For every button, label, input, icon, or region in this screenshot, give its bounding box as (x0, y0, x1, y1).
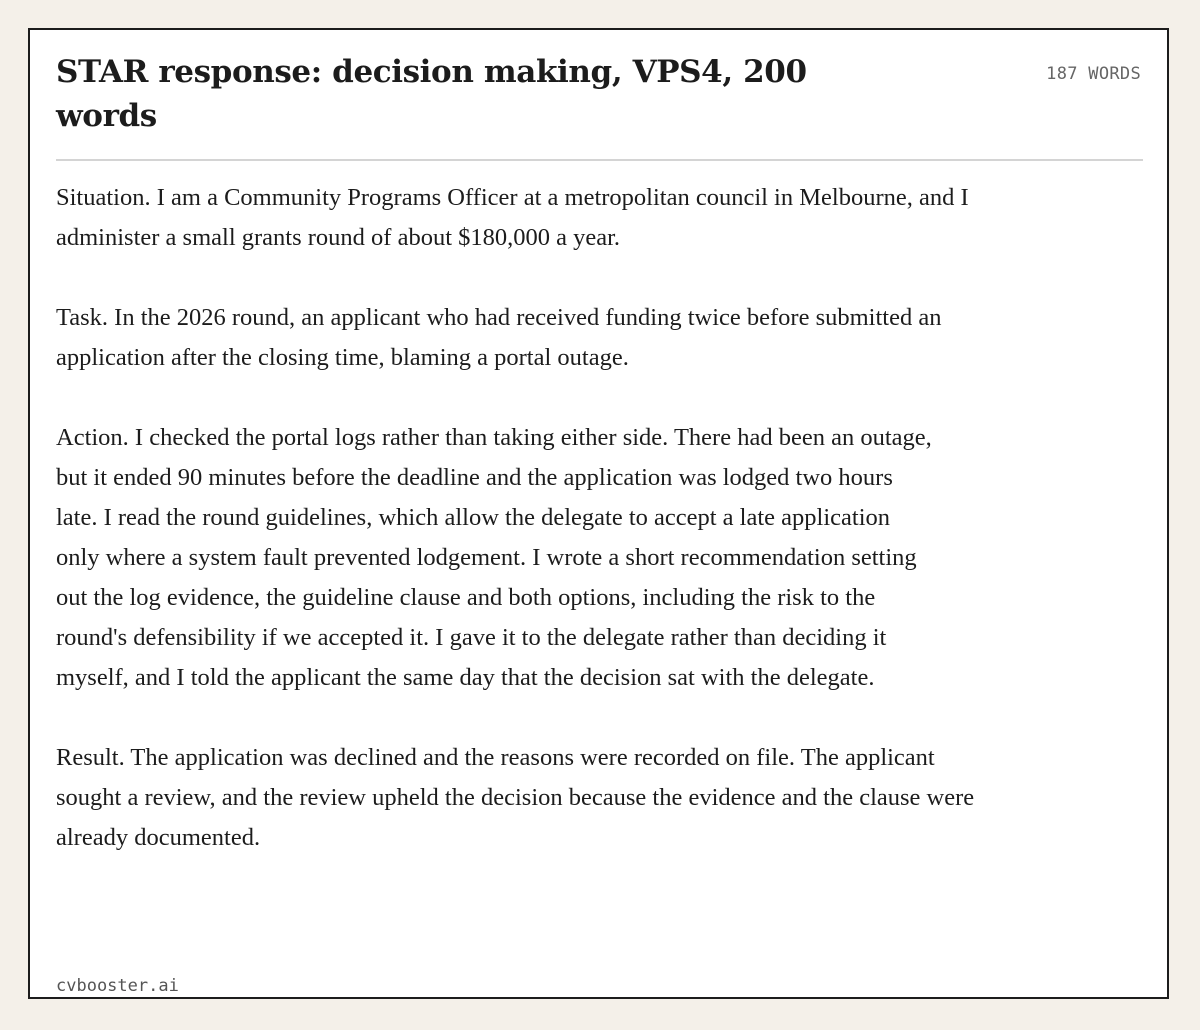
situation-paragraph: Situation. I am a Community Programs Officer at a metropolitan council in Melbourne, and I administer a small grants round of about $180,000 a year. (56, 184, 969, 251)
action-paragraph: Action. I checked the portal logs rather than taking either side. There had been an outage, but it ended 90 minutes before the deadline and the application was lodged two hours late. I read the round guidelines, which allow the delegate to accept a late application only where a system fault prevented lodgement. I wrote a short recommendation setting out the log evidence, the guideline clause and both options, including the risk to the round's defensibility if we accepted it. I gave it to the delegate rather than deciding it myself, and I told the applicant the same day that the decision sat with the delegate. (56, 424, 932, 691)
star-response-body (56, 178, 996, 898)
result-paragraph: Result. The application was declined and the reasons were recorded on file. The applicant sought a review, and the review upheld the decision because the evidence and the clause were already documented. (56, 744, 975, 851)
response-card (28, 28, 1169, 999)
brand-footer: cvbooster.ai (56, 976, 179, 996)
task-paragraph: Task. In the 2026 round, an applicant who had received funding twice before submitted an application after the closing time, blaming a portal outage. (56, 304, 942, 371)
title-divider (56, 159, 1143, 161)
page-title: STAR response: decision making, VPS4, 200 words (56, 54, 807, 134)
word-count-badge: 187 WORDS (1046, 64, 1141, 84)
